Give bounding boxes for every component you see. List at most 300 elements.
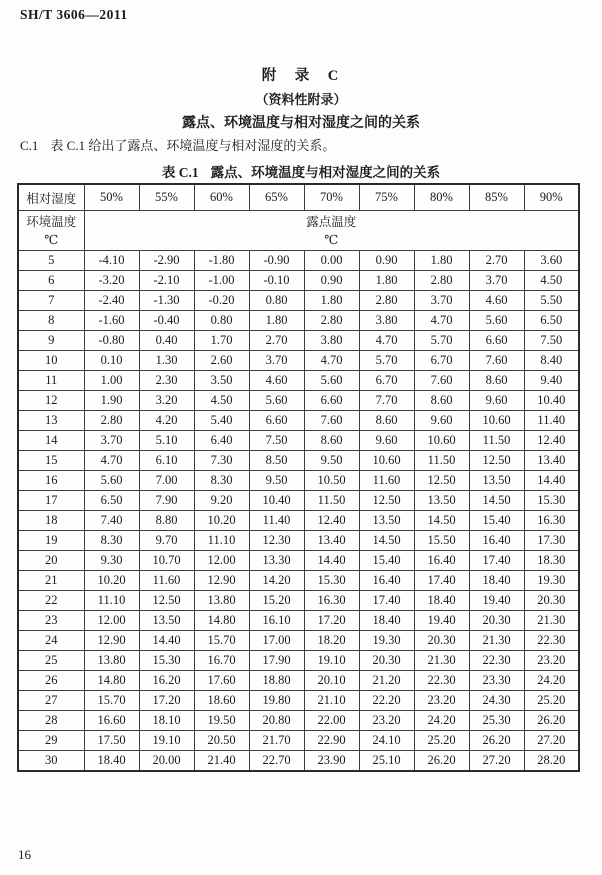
dew-point-cell: 13.40 xyxy=(524,451,579,471)
dew-point-cell: 3.50 xyxy=(194,371,249,391)
dew-point-cell: 4.20 xyxy=(139,411,194,431)
dew-point-cell: 26.20 xyxy=(524,711,579,731)
dew-point-cell: 19.50 xyxy=(194,711,249,731)
dew-point-cell: 5.10 xyxy=(139,431,194,451)
ambient-temp-cell: 9 xyxy=(18,331,84,351)
dew-point-cell: 13.80 xyxy=(194,591,249,611)
dew-point-cell: -3.20 xyxy=(84,271,139,291)
humidity-column-header: 60% xyxy=(194,184,249,211)
dew-point-cell: 27.20 xyxy=(524,731,579,751)
dew-point-cell: 9.30 xyxy=(84,551,139,571)
dew-point-cell: 11.50 xyxy=(304,491,359,511)
dew-point-unit: ℃ xyxy=(324,232,339,247)
dew-point-cell: 3.70 xyxy=(249,351,304,371)
dew-point-cell: 14.40 xyxy=(139,631,194,651)
dew-point-cell: 9.20 xyxy=(194,491,249,511)
ambient-temp-cell: 18 xyxy=(18,511,84,531)
dew-point-cell: -0.90 xyxy=(249,251,304,271)
dew-point-cell: 4.70 xyxy=(84,451,139,471)
dew-point-cell: 9.70 xyxy=(139,531,194,551)
dew-point-cell: 24.20 xyxy=(414,711,469,731)
dew-point-cell: 0.90 xyxy=(304,271,359,291)
dew-point-cell: 19.40 xyxy=(469,591,524,611)
clause-number: C.1 xyxy=(20,138,39,153)
dew-point-cell: 12.40 xyxy=(304,511,359,531)
table-row xyxy=(18,691,579,711)
dew-point-cell: 7.30 xyxy=(194,451,249,471)
humidity-label-cell: 相对湿度 xyxy=(18,184,84,211)
dew-point-cell: 5.60 xyxy=(249,391,304,411)
page-number: 16 xyxy=(18,847,31,862)
dew-point-cell: 18.30 xyxy=(524,551,579,571)
dew-point-cell: 9.60 xyxy=(469,391,524,411)
dew-point-cell: 15.40 xyxy=(469,511,524,531)
ambient-temp-cell: 20 xyxy=(18,551,84,571)
humidity-column-header: 85% xyxy=(469,184,524,211)
dew-point-cell: 14.40 xyxy=(524,471,579,491)
dew-point-cell: 11.10 xyxy=(194,531,249,551)
dew-point-cell: 4.50 xyxy=(194,391,249,411)
dew-point-cell: -1.80 xyxy=(194,251,249,271)
dew-point-cell: 17.90 xyxy=(249,651,304,671)
dew-point-cell: 2.80 xyxy=(359,291,414,311)
dew-point-cell: -0.40 xyxy=(139,311,194,331)
dew-point-cell: 15.30 xyxy=(139,651,194,671)
dew-point-cell: 0.40 xyxy=(139,331,194,351)
ambient-temp-unit: ℃ xyxy=(44,232,59,247)
dew-point-cell: 13.30 xyxy=(249,551,304,571)
dew-point-cell: 16.20 xyxy=(139,671,194,691)
dew-point-cell: 18.60 xyxy=(194,691,249,711)
ambient-temp-cell: 14 xyxy=(18,431,84,451)
table-row xyxy=(18,551,579,571)
dew-point-table xyxy=(17,183,580,772)
dew-point-cell: 19.10 xyxy=(139,731,194,751)
dew-point-cell: 22.90 xyxy=(304,731,359,751)
dew-point-cell: 3.80 xyxy=(304,331,359,351)
ambient-temp-cell: 29 xyxy=(18,731,84,751)
dew-point-cell: 12.50 xyxy=(469,451,524,471)
dew-point-cell: 6.60 xyxy=(249,411,304,431)
dew-point-cell: 14.40 xyxy=(304,551,359,571)
dew-point-cell: 11.50 xyxy=(414,451,469,471)
dew-point-cell: 3.70 xyxy=(469,271,524,291)
dew-point-cell: 17.30 xyxy=(524,531,579,551)
table-row xyxy=(18,431,579,451)
dew-point-label-cell xyxy=(84,211,579,251)
table-row xyxy=(18,491,579,511)
dew-point-cell: 10.40 xyxy=(249,491,304,511)
humidity-column-header: 70% xyxy=(304,184,359,211)
table-row xyxy=(18,651,579,671)
dew-point-cell: 12.00 xyxy=(84,611,139,631)
dew-point-cell: 1.80 xyxy=(249,311,304,331)
table-row xyxy=(18,451,579,471)
dew-point-cell: 4.50 xyxy=(524,271,579,291)
dew-point-cell: 7.60 xyxy=(414,371,469,391)
dew-point-cell: 8.50 xyxy=(249,451,304,471)
dew-point-cell: 8.60 xyxy=(469,371,524,391)
dew-point-cell: 6.40 xyxy=(194,431,249,451)
dew-point-cell: 13.50 xyxy=(414,491,469,511)
dew-point-cell: 14.50 xyxy=(359,531,414,551)
dew-point-cell: 10.20 xyxy=(194,511,249,531)
dew-point-cell: 20.30 xyxy=(414,631,469,651)
dew-point-cell: 12.30 xyxy=(249,531,304,551)
dew-point-cell: 22.30 xyxy=(469,651,524,671)
dew-point-cell: 26.20 xyxy=(414,751,469,772)
dew-point-cell: 6.60 xyxy=(304,391,359,411)
ambient-temp-cell: 30 xyxy=(18,751,84,772)
table-row xyxy=(18,751,579,772)
dew-point-cell: 12.50 xyxy=(414,471,469,491)
dew-point-cell: 10.70 xyxy=(139,551,194,571)
appendix-header xyxy=(0,64,602,132)
dew-point-cell: 4.70 xyxy=(359,331,414,351)
dew-point-cell: 10.20 xyxy=(84,571,139,591)
dew-point-cell: 23.20 xyxy=(414,691,469,711)
dew-point-cell: 13.80 xyxy=(84,651,139,671)
dew-point-cell: 18.40 xyxy=(414,591,469,611)
ambient-temp-cell: 23 xyxy=(18,611,84,631)
dew-point-cell: 18.80 xyxy=(249,671,304,691)
ambient-temp-cell: 24 xyxy=(18,631,84,651)
dew-point-cell: 18.10 xyxy=(139,711,194,731)
dew-point-cell: 3.60 xyxy=(524,251,579,271)
dew-point-cell: 21.30 xyxy=(469,631,524,651)
dew-point-cell: -2.40 xyxy=(84,291,139,311)
ambient-temp-label: 环境温度 xyxy=(26,214,77,229)
dew-point-cell: 0.90 xyxy=(359,251,414,271)
dew-point-cell: 10.60 xyxy=(359,451,414,471)
ambient-temp-cell: 16 xyxy=(18,471,84,491)
dew-point-cell: 19.40 xyxy=(414,611,469,631)
dew-point-cell: 22.20 xyxy=(359,691,414,711)
dew-point-cell: 4.70 xyxy=(304,351,359,371)
dew-point-cell: 7.40 xyxy=(84,511,139,531)
table-row xyxy=(18,731,579,751)
table-row xyxy=(18,611,579,631)
dew-point-cell: 22.30 xyxy=(414,671,469,691)
dew-point-cell: 16.10 xyxy=(249,611,304,631)
dew-point-cell: 8.40 xyxy=(524,351,579,371)
dew-point-cell: 18.40 xyxy=(84,751,139,772)
dew-point-cell: 10.50 xyxy=(304,471,359,491)
dew-point-cell: 10.60 xyxy=(469,411,524,431)
dew-point-cell: 19.80 xyxy=(249,691,304,711)
ambient-temp-cell: 7 xyxy=(18,291,84,311)
dew-point-cell: 11.40 xyxy=(524,411,579,431)
dew-point-cell: -0.80 xyxy=(84,331,139,351)
dew-point-cell: 24.20 xyxy=(524,671,579,691)
dew-point-cell: 0.00 xyxy=(304,251,359,271)
table-row xyxy=(18,511,579,531)
dew-point-cell: 5.60 xyxy=(304,371,359,391)
ambient-temp-cell: 10 xyxy=(18,351,84,371)
ambient-temp-cell: 21 xyxy=(18,571,84,591)
humidity-column-header: 50% xyxy=(84,184,139,211)
dew-point-cell: 10.60 xyxy=(414,431,469,451)
dew-point-cell: 1.80 xyxy=(414,251,469,271)
dew-point-cell: 12.00 xyxy=(194,551,249,571)
dew-point-cell: 13.50 xyxy=(359,511,414,531)
dew-point-cell: 14.50 xyxy=(414,511,469,531)
ambient-temp-cell: 12 xyxy=(18,391,84,411)
dew-point-cell: -1.60 xyxy=(84,311,139,331)
table-row xyxy=(18,711,579,731)
dew-point-cell: 9.50 xyxy=(304,451,359,471)
table-row xyxy=(18,631,579,651)
dew-point-cell: 12.90 xyxy=(84,631,139,651)
dew-point-cell: -1.30 xyxy=(139,291,194,311)
ambient-temp-cell: 22 xyxy=(18,591,84,611)
dew-point-cell: 5.70 xyxy=(359,351,414,371)
dew-point-cell: 18.40 xyxy=(359,611,414,631)
ambient-temp-cell: 26 xyxy=(18,671,84,691)
dew-point-cell: 6.10 xyxy=(139,451,194,471)
dew-point-cell: 20.10 xyxy=(304,671,359,691)
dew-point-cell: 25.20 xyxy=(414,731,469,751)
dew-point-cell: 24.30 xyxy=(469,691,524,711)
dew-point-cell: 15.30 xyxy=(524,491,579,511)
dew-point-cell: 1.00 xyxy=(84,371,139,391)
ambient-temp-cell: 17 xyxy=(18,491,84,511)
ambient-temp-label-cell xyxy=(18,211,84,251)
dew-point-cell: 14.80 xyxy=(84,671,139,691)
dew-point-cell: 12.50 xyxy=(139,591,194,611)
dew-point-cell: 5.70 xyxy=(414,331,469,351)
dew-point-cell: 7.50 xyxy=(524,331,579,351)
dew-point-cell: 4.60 xyxy=(469,291,524,311)
dew-point-cell: -0.20 xyxy=(194,291,249,311)
dew-point-cell: 16.60 xyxy=(84,711,139,731)
dew-point-cell: 1.90 xyxy=(84,391,139,411)
appendix-subtitle: （资料性附录） xyxy=(255,92,347,107)
table-row xyxy=(18,271,579,291)
dew-point-label: 露点温度 xyxy=(306,214,357,229)
dew-point-cell: 27.20 xyxy=(469,751,524,772)
dew-point-cell: 15.50 xyxy=(414,531,469,551)
dew-point-cell: 2.30 xyxy=(139,371,194,391)
dew-point-cell: 23.20 xyxy=(524,651,579,671)
table-row xyxy=(18,351,579,371)
dew-point-cell: 3.80 xyxy=(359,311,414,331)
dew-point-cell: 8.60 xyxy=(359,411,414,431)
ambient-temp-cell: 25 xyxy=(18,651,84,671)
dew-point-cell: -1.00 xyxy=(194,271,249,291)
dew-point-cell: 25.20 xyxy=(524,691,579,711)
dew-point-cell: 0.80 xyxy=(194,311,249,331)
ambient-temp-cell: 15 xyxy=(18,451,84,471)
dew-point-cell: 15.40 xyxy=(359,551,414,571)
dew-point-cell: 8.60 xyxy=(304,431,359,451)
dew-point-cell: 6.50 xyxy=(524,311,579,331)
humidity-column-header: 75% xyxy=(359,184,414,211)
dew-point-cell: 1.80 xyxy=(359,271,414,291)
dew-point-cell: -2.10 xyxy=(139,271,194,291)
dew-point-cell: 1.80 xyxy=(304,291,359,311)
dew-point-cell: 2.80 xyxy=(304,311,359,331)
dew-point-cell: 14.80 xyxy=(194,611,249,631)
appendix-heading: 露点、环境温度与相对湿度之间的关系 xyxy=(182,116,420,131)
dew-point-cell: 16.30 xyxy=(304,591,359,611)
dew-point-cell: 15.20 xyxy=(249,591,304,611)
dew-point-cell: 1.70 xyxy=(194,331,249,351)
dew-point-cell: 15.30 xyxy=(304,571,359,591)
dew-point-cell: 4.60 xyxy=(249,371,304,391)
dew-point-cell: 21.20 xyxy=(359,671,414,691)
table-body xyxy=(18,251,579,772)
dew-point-cell: 13.50 xyxy=(469,471,524,491)
table-row xyxy=(18,331,579,351)
dew-point-cell: 18.20 xyxy=(304,631,359,651)
dew-point-cell: 22.30 xyxy=(524,631,579,651)
dew-point-cell: 8.30 xyxy=(84,531,139,551)
table-caption xyxy=(0,161,602,181)
dew-point-cell: 7.50 xyxy=(249,431,304,451)
dew-point-cell: 20.30 xyxy=(524,591,579,611)
humidity-column-header: 80% xyxy=(414,184,469,211)
dew-point-cell: 9.60 xyxy=(414,411,469,431)
dew-point-cell: 13.40 xyxy=(304,531,359,551)
dew-point-cell: 15.70 xyxy=(194,631,249,651)
dew-point-cell: 6.60 xyxy=(469,331,524,351)
dew-point-cell: 3.70 xyxy=(84,431,139,451)
dew-point-cell: 5.50 xyxy=(524,291,579,311)
dew-point-cell: 21.40 xyxy=(194,751,249,772)
dew-point-cell: 9.60 xyxy=(359,431,414,451)
dew-point-cell: 17.20 xyxy=(139,691,194,711)
table-row xyxy=(18,471,579,491)
dew-point-cell: 22.00 xyxy=(304,711,359,731)
dew-point-cell: 21.30 xyxy=(524,611,579,631)
dew-point-cell: 20.30 xyxy=(469,611,524,631)
dew-point-cell: 20.30 xyxy=(359,651,414,671)
dew-point-cell: 7.00 xyxy=(139,471,194,491)
dew-point-cell: 25.10 xyxy=(359,751,414,772)
dew-point-cell: 17.20 xyxy=(304,611,359,631)
table-row xyxy=(18,671,579,691)
dew-point-cell: 20.00 xyxy=(139,751,194,772)
dew-point-cell: 10.40 xyxy=(524,391,579,411)
dew-point-cell: 17.40 xyxy=(469,551,524,571)
ambient-temp-cell: 13 xyxy=(18,411,84,431)
ambient-temp-cell: 8 xyxy=(18,311,84,331)
dew-point-cell: 12.90 xyxy=(194,571,249,591)
dew-point-cell: 16.40 xyxy=(414,551,469,571)
dew-point-cell: 8.60 xyxy=(414,391,469,411)
dew-point-cell: 11.60 xyxy=(359,471,414,491)
dew-point-cell: 25.30 xyxy=(469,711,524,731)
dew-point-cell: 26.20 xyxy=(469,731,524,751)
humidity-column-header: 90% xyxy=(524,184,579,211)
dew-point-cell: 6.70 xyxy=(414,351,469,371)
dew-point-cell: 4.70 xyxy=(414,311,469,331)
dew-point-cell: 6.70 xyxy=(359,371,414,391)
dew-point-cell: 14.50 xyxy=(469,491,524,511)
table-row xyxy=(18,391,579,411)
dew-point-cell: 7.90 xyxy=(139,491,194,511)
dew-point-cell: 2.60 xyxy=(194,351,249,371)
dew-point-cell: 15.70 xyxy=(84,691,139,711)
dew-point-cell: 20.80 xyxy=(249,711,304,731)
humidity-column-header: 65% xyxy=(249,184,304,211)
dew-point-cell: 16.70 xyxy=(194,651,249,671)
humidity-column-header: 55% xyxy=(139,184,194,211)
dew-point-cell: 24.10 xyxy=(359,731,414,751)
table-row xyxy=(18,291,579,311)
dew-point-cell: 22.70 xyxy=(249,751,304,772)
dew-point-cell: 28.20 xyxy=(524,751,579,772)
dew-point-cell: 2.80 xyxy=(84,411,139,431)
dew-point-cell: 2.70 xyxy=(469,251,524,271)
table-header xyxy=(18,184,579,251)
dew-point-cell: 23.30 xyxy=(469,671,524,691)
dew-point-cell: 5.40 xyxy=(194,411,249,431)
table-row xyxy=(18,371,579,391)
ambient-temp-cell: 11 xyxy=(18,371,84,391)
dew-point-cell: 6.50 xyxy=(84,491,139,511)
dew-point-cell: 17.40 xyxy=(359,591,414,611)
dew-point-cell: 9.40 xyxy=(524,371,579,391)
table-caption-text: 露点、环境温度与相对湿度之间的关系 xyxy=(210,165,441,180)
ambient-temp-cell: 19 xyxy=(18,531,84,551)
dew-point-cell: 14.20 xyxy=(249,571,304,591)
dew-point-cell: 11.60 xyxy=(139,571,194,591)
dew-point-cell: 5.60 xyxy=(469,311,524,331)
table-caption-label: 表 C.1 xyxy=(161,165,199,180)
dew-point-cell: 11.50 xyxy=(469,431,524,451)
dew-point-cell: 2.70 xyxy=(249,331,304,351)
dew-point-cell: 3.20 xyxy=(139,391,194,411)
dew-point-cell: 16.40 xyxy=(359,571,414,591)
clause-text: 表 C.1 给出了露点、环境温度与相对湿度的关系。 xyxy=(50,138,336,153)
dew-point-cell: 2.80 xyxy=(414,271,469,291)
table-row xyxy=(18,251,579,271)
dew-point-cell: 17.40 xyxy=(414,571,469,591)
dew-point-cell: 21.10 xyxy=(304,691,359,711)
dew-point-cell: 12.40 xyxy=(524,431,579,451)
table-row xyxy=(18,591,579,611)
dew-point-cell: 17.00 xyxy=(249,631,304,651)
dew-point-cell: 16.40 xyxy=(469,531,524,551)
dew-point-cell: 23.20 xyxy=(359,711,414,731)
dew-point-cell: 8.80 xyxy=(139,511,194,531)
dew-point-cell: 12.50 xyxy=(359,491,414,511)
ambient-temp-cell: 6 xyxy=(18,271,84,291)
ambient-temp-cell: 5 xyxy=(18,251,84,271)
dew-point-cell: 17.50 xyxy=(84,731,139,751)
dew-point-cell: 11.10 xyxy=(84,591,139,611)
humidity-header-row xyxy=(18,184,579,211)
dew-point-cell: 23.90 xyxy=(304,751,359,772)
dew-point-cell: 16.30 xyxy=(524,511,579,531)
ambient-temp-cell: 28 xyxy=(18,711,84,731)
dew-point-cell: 8.30 xyxy=(194,471,249,491)
dew-point-cell: 17.60 xyxy=(194,671,249,691)
dew-point-cell: 7.60 xyxy=(469,351,524,371)
dew-point-cell: 0.80 xyxy=(249,291,304,311)
clause-paragraph xyxy=(20,135,582,154)
appendix-title: 附 录 C xyxy=(261,68,341,84)
dew-point-cell: 13.50 xyxy=(139,611,194,631)
table-row xyxy=(18,411,579,431)
dew-point-cell: 7.70 xyxy=(359,391,414,411)
dew-point-cell: 19.10 xyxy=(304,651,359,671)
standard-number: SH/T 3606—2011 xyxy=(20,7,128,22)
dew-point-cell: 11.40 xyxy=(249,511,304,531)
dew-point-cell: 9.50 xyxy=(249,471,304,491)
